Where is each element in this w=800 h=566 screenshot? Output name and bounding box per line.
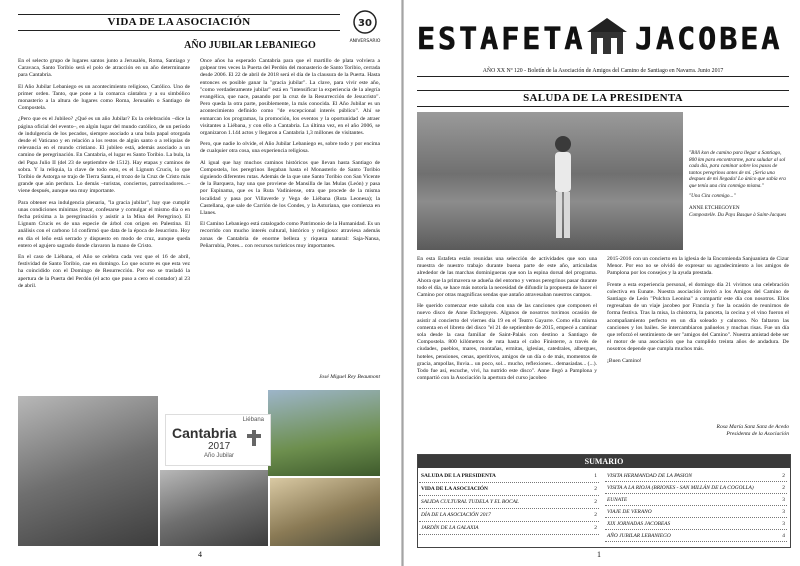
saluda-column-1 xyxy=(417,256,597,454)
photo-procession xyxy=(160,470,268,546)
article-title: AÑO JUBILAR LEBANIEGO xyxy=(184,40,316,51)
summary-item[interactable] xyxy=(605,482,787,494)
masthead-title-right: JACOBEA xyxy=(635,22,783,57)
masthead-title-left: ESTAFETA xyxy=(417,22,586,57)
section-title: SALUDA DE LA PRESIDENTA xyxy=(523,92,683,104)
photo-caption xyxy=(689,150,789,218)
summary-item[interactable] xyxy=(419,509,599,522)
summary-item[interactable] xyxy=(419,522,599,535)
summary-item-title: VISITA HERMANDAD DE LA PASION xyxy=(607,473,692,479)
summary-item-page: 2 xyxy=(782,473,785,479)
paragraph: He querido comenzar este saluda con una de las canciones que componen el nuevo disco de Anne Etchegoyen. Algunos de nosotros tuvimos ocasión de asistir al concierto del viernes día 19 en el Teatro Gayarre. Como ella misma comenta en el libreto del disco "el 21 de septiembre de 2015, empecé a caminar sola desde la casa familiar de Saint-Palais con destino a Santiago de Compostela. 800 kilómetros de ruta hasta el cabo Finisterre, a través de ciudades, pueblos, mares, montañas, ermitas, iglesias, catedrales, albergues, hoteles, pensiones, cenas, aperitivos, amigos de un día o de más, momentos de gracia, ampollas, lluvia... un poco, sol... mucho, reflexiones... demasiadas... (...). Todo fue así, escuche, vivi, ha nutrido este disco". Anne llegó a Pamplona y compartió con la Asociación la apertura del curso jacobeo xyxy=(417,303,597,382)
photo-stone-building xyxy=(270,478,380,546)
svg-text:30: 30 xyxy=(358,18,372,29)
paragraph: Al igual que hay muchos caminos históricos que llevan hasta Santiago de Compostela, los peregrinos llegaban hasta el Monasterio de Santo Toribio siguiendo diferentes rutas. Además de la que une Santo Toribio con San Vicente de la Barquera, hay una que proviene de Mansilla de las Mulas (León) y pasa por Espinama, que es la Ruta Vadiniense, otra que procede de la misma localidad y pasa por Villaverde y Vega de Liébana (Ruta Leonesa); la Castellana, que sale de Carrión de los Condes, y la Asturiana, que comienza en Llanes. xyxy=(200,159,380,217)
summary-item[interactable] xyxy=(605,518,787,530)
logo-subtitle: Año Jubilar xyxy=(204,453,235,459)
cantabria-logo xyxy=(165,414,271,466)
paragraph: En esta Estafeta están reunidas una selección de actividades que son una muestra de nuestro trabajo durante buena parte de este año, articuladas alrededor de las marchas dominigueras que son la espina dorsal del programa. Ahora que la primavera se adueña del entorno y vemos peregrinos pasar durante todo el día, se hace más notoria la necesidad de difundir la propuesta de hacer el Camino por otras magníficas sendas que antaño atravesaban nuestros campos. xyxy=(417,256,597,299)
summary-item[interactable] xyxy=(605,494,787,506)
page-right xyxy=(405,0,800,566)
summary-item-page: 4 xyxy=(782,533,785,539)
saluda-signature xyxy=(607,424,789,438)
caption-author: ANNE ETCHEGOYEN xyxy=(689,205,740,212)
summary-item-title: AÑO JUBILAR LEBANIEGO xyxy=(607,533,671,539)
paragraph: El Año Jubilar Lebaniego es un acontecimiento religioso, Católico. Uno de primer orden. Tanto, que pone a la comarca cántabra y a su simbólico monasterio a la altura de lugares como Roma, Jerusalén o Santiago de Compostela. xyxy=(18,83,190,112)
summary-item-page: 2 xyxy=(594,499,597,505)
paragraph: 2015-2016 con un concierto en la iglesia de la Encomienda Sanjuanista de Cizur Menor. Por eso no se olvidó de expresar su agradecimiento a los amigos de Pamplona por los consejos y la ayuda prestada. xyxy=(607,256,789,277)
cross-icon xyxy=(246,429,262,447)
summary-item[interactable] xyxy=(419,470,599,483)
paragraph: En el caso de Liébana, el Año se celebra cada vez que el 16 de abril, festividad de Santo Toribio, cae en domingo. Lo que ocurre es que esta vez ha coincidido con el Domingo de Resurrección. Por eso se trasladó la apertura de la Puerta del Perdón (el acto que puso a cero el contador) al 23 de abril. xyxy=(18,254,190,289)
masthead xyxy=(417,14,787,60)
summary-item-title: DÍA DE LA ASOCIACIÓN 2017 xyxy=(421,512,491,518)
summary-title: SUMARIO xyxy=(418,455,790,468)
summary-item[interactable] xyxy=(605,470,787,482)
summary-item-page: 3 xyxy=(782,497,785,503)
summary-item-page: 2 xyxy=(594,525,597,531)
summary-item-page: 2 xyxy=(594,486,597,492)
church-icon xyxy=(583,16,631,56)
caption-short-quote: "Una Cita conmigo..." xyxy=(689,192,736,199)
summary-item[interactable] xyxy=(419,483,599,496)
page-fold xyxy=(401,0,404,566)
summary-item-page: 2 xyxy=(594,512,597,518)
paragraph: El Camino Lebaniego está catalogado como Patrimonio de la Humanidad. Es un recorrido con mucho interés cultural, histórico y religioso: atraviesa además zonas de Cantabria de enorme belleza y riqueza natural: Saja-Nansa, Peñarrubia, Potes... con recursos turísticos muy importantes. xyxy=(200,221,380,249)
summary-item[interactable] xyxy=(605,530,787,542)
paragraph: Para obtener esa indulgencia plenaria, "la gracia jubilar", hay que cumplir unas condiciones mínimas (rezar, confesarse y comulgar el mismo día o en fecha próxima a la peregrinación y asistir a la Misa del Peregrino). El Lignum Crucis es de una especie de árbol con origen en Palestina. El análisis con el carbono 14 confirmó que data de la época de Jesucristo. Hoy en día el leño está serrado y dispuesto en modo de cruz, aunque queda entero el agujero sagrado donde clavaron la mano de Cristo. xyxy=(18,199,190,249)
summary-item[interactable] xyxy=(605,506,787,518)
summary-item-title: VIAJE DE VERANO xyxy=(607,509,652,515)
article-signature xyxy=(200,374,380,381)
paragraph: Frente a esta experiencia personal, el domingo día 21 vivimos una celebración colectiva en Eunate. Nuestra asociación invitó a los Amigos del Camino de Santiago de León "Pulchra Leonina" a compartir este día con nosotros. Ellos regresaban de un viaje jacobeo por Francia y fue la ocasión de reunirnos de forma festiva. Tras la misa, la chistorra, la panceta, la cecina y el vino fueron el acompañamiento perfecto en un día soleado y caluroso. No faltaron las canciones y los bailes. Se intercambiaron pañuelos y muchas risas. Fue un día que reforzó el sentimiento de ser "amigos del Camino". Nuestra amistad debe ser el motor de una asociación que ha cumplido treinta años de andadura. De nosotros depende que cumpla muchos más. xyxy=(607,281,789,353)
paragraph: Pero, que nadie lo olvide, el Año Jubilar Lebaniego es, sobre todo y por encima de cualquier otra cosa, una experiencia religiosa. xyxy=(200,141,380,155)
summary-item-title: XIX JORNADAS JACOBEAS xyxy=(607,521,671,527)
summary-item-page: 3 xyxy=(782,521,785,527)
section-title-bar xyxy=(417,90,789,107)
logo-year: 2017 xyxy=(208,441,231,452)
photo-pilgrim-woman xyxy=(417,112,683,250)
pilgrim-figure-icon xyxy=(543,132,583,242)
summary-item-title: EUNATE xyxy=(607,497,628,503)
signature-text: José Miguel Rey Beaumont xyxy=(318,374,380,380)
logo-region: Liébana xyxy=(242,417,264,423)
summary-item-title: JARDÍN DE LA GALAXIA xyxy=(421,525,479,531)
saluda-column-2 xyxy=(607,256,789,416)
photo-monastery-landscape xyxy=(268,390,380,476)
article-column-2 xyxy=(200,58,380,368)
signature-role: Presidenta de la Asociación xyxy=(726,431,789,438)
caption-role: Compostelle. Du Pays Basque à Saint-Jacques xyxy=(689,211,787,218)
section-header-bar xyxy=(18,14,340,31)
summary-list-left xyxy=(419,470,599,535)
photo-monastery-interior xyxy=(18,396,158,546)
summary-list-right xyxy=(605,470,787,542)
summary-item-title: SALUDA DE LA PRESIDENTA xyxy=(421,473,496,479)
paragraph: ¿Pero que es el Jubileo? ¿Qué es un año Jubilar? Es la celebración –dice la página oficial del evento–, en algún lugar del mundo católico, de un período de indulgencia de los pecados, siempre asociado a una bula papal otorgada desde el Vaticano y en relación a los restos de algún santo o a reliquias de relevancia en el mundo cristiano. El jubileo está, además asociado a un camino de peregrinación. En Cantabria, el lugar es Santo Toribio. La bula, la del Papa Julio II (del 23 de septiembre de 1512). Hay etapas y caminos de sobra. Y la reliquia, la clave de todo esto, es el Lignum Crucis, lo que Toribio de Astorga se trajo de Tierra Santa, el trozo de la Cruz de Cristo más grande que aún perdura. Lo demás –turistas, conciertos, patrocinadores...– viene después, aunque sea muy importante. xyxy=(18,116,190,195)
section-header-title: VIDA DE LA ASOCIACIÓN xyxy=(107,16,251,28)
paragraph: En el selecto grupo de lugares santos junto a Jerusalén, Roma, Santiago y Caravaca, Santo Toribio será el polo de atracción en un año determinante para Cantabria. xyxy=(18,58,190,79)
paragraph: Once años ha esperado Cantabria para que el martillo de plata volviera a golpear tres veces la Puerta del Perdón del monasterio de Santo Toribio, cerrada desde 2006. El 22 de abril de 2018 será el día de la clausura de la Puerta. Hasta entonces es posible ganar la "gracia jubilar". La clave, para vivir este año, "como verdaderamente jubilar" está en "intensificar la experiencia de la alegría evangélica, que nace, pasando por la cruz de la Resurrección de Jesucristo". Pero queda la otra parte, posiblemente, la más conocida. El Año Jubilar es un acontecimiento definido como "de excepcional interés público". Ahí se enmarcan los programas, la promoción, los eventos y la oportunidad de atraer visitantes a Liébana, y con ello a Cantabria. La última vez, en el año 2006, se organizaron 1.144 actos y llegaron a Cantabria 1,3 millones de visitantes. xyxy=(200,58,380,137)
caption-quote: "Billi kon de camino para llegar a Santiago, 800 km para encontrarme, para saludar al sol cada día, para caminar sobre los pasos de tantos peregrinos antes de mí. ¡Seria una despues de mi llegada! Lo único que sabía era que tenía una cita conmigo misma." xyxy=(689,150,786,189)
summary-item-page: 3 xyxy=(782,509,785,515)
anniversary-logo-icon xyxy=(351,10,379,34)
summary-item-page: 2 xyxy=(782,485,785,491)
summary-item-title: SALIDA CULTURAL TUDELA Y EL BOCAL xyxy=(421,499,519,505)
summary-item-title: VIDA DE LA ASOCIACIÓN xyxy=(421,486,488,492)
logo-name: Cantabria xyxy=(172,425,237,441)
summary-item-title: VISITA A LA RIOJA (BRIONES - SAN MILLÁN DE LA COGOLLA) xyxy=(607,485,754,491)
paragraph: ¡Buen Camino! xyxy=(607,357,642,364)
page-number-left: 4 xyxy=(198,550,202,559)
article-column-1 xyxy=(18,58,190,388)
anniversary-badge xyxy=(345,10,385,44)
summary-item[interactable] xyxy=(419,496,599,509)
issue-line: AÑO XX Nº 120 - Boletín de la Asociación de Amigos del Camino de Santiago en Navarra. Junio 2017 xyxy=(417,68,789,77)
signature-name: Rosa María Sanz Sanz de Acedo xyxy=(716,424,789,430)
summary-item-page: 1 xyxy=(594,473,597,479)
page-number-right: 1 xyxy=(597,550,601,559)
anniversary-label: ANIVERSARIO xyxy=(349,39,381,44)
